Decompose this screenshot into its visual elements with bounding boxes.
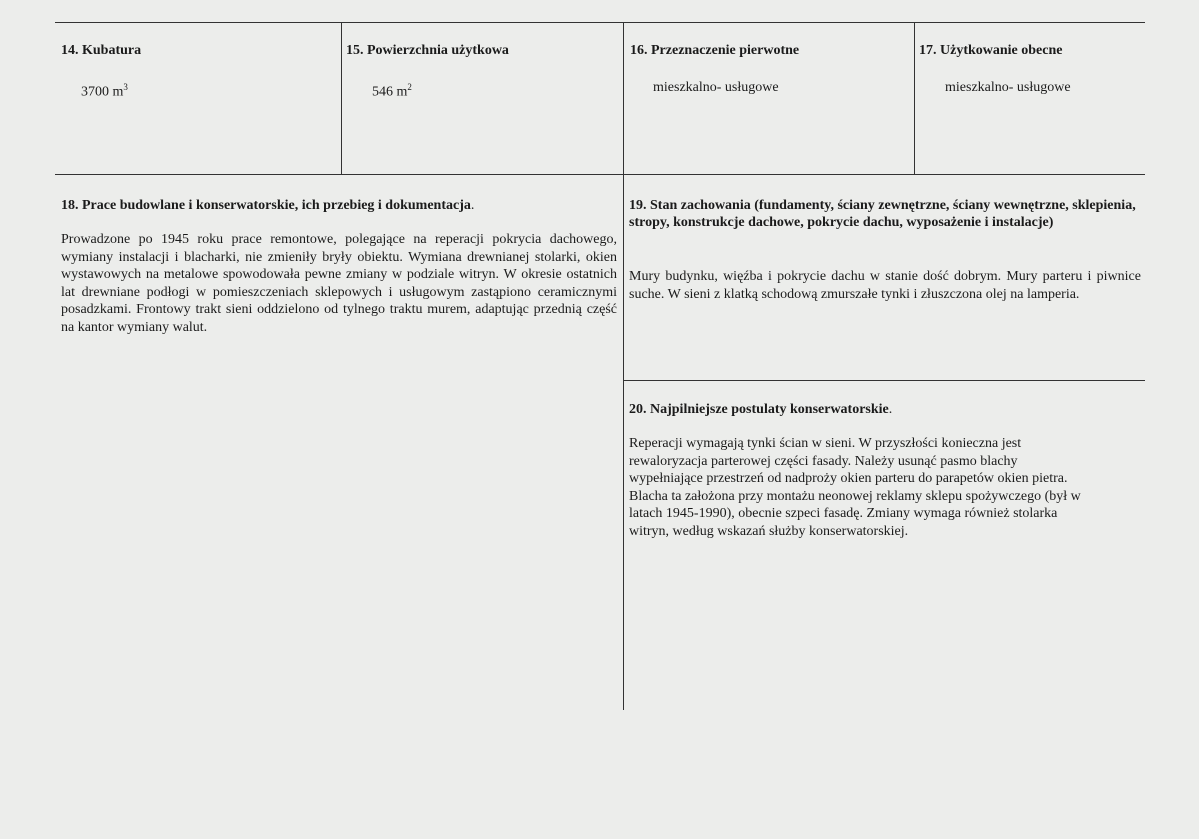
prace-label-text: 18. Prace budowlane i konserwatorskie, ich przebieg i dokumentacja (61, 198, 471, 213)
postulaty-line: witryn, według wskazań służby konserwatorskiej. (629, 523, 909, 539)
prace-text: Prowadzone po 1945 roku prace remontowe, polegające na reperacji pokrycia dachowego, wymiany instalacji i blacharki, nie zmieniły bryły obiektu. Wymiana drewnianej stolarki, okien wystawowych na metalowe spowodowała pewne zmiany w podziale witryn. W okresie ostatnich lat drewniane podłogi w pomieszczeniach sklepowych i usługowym zastąpiono ceramicznymi posadzkami. Frontowy trakt sieni oddzielono od tylnego traktu murem, adaptując przednią część na kantor wymiany walut. (61, 232, 617, 335)
powierzchnia-unit-sup: 2 (407, 82, 412, 92)
postulaty-line: latach 1945-1990), obecnie szpeci fasadę. Zmiany wymaga również stolarka (629, 506, 1058, 521)
uzytkowanie-label: 17. Użytkowanie obecne (919, 43, 1063, 58)
postulaty-label-text: 20. Najpilniejsze postulaty konserwatorskie (629, 402, 889, 417)
stan-text: Mury budynku, więźba i pokrycie dachu w stanie dość dobrym. Mury parteru i piwnice suche. W sieni z klatką schodową zmurszałe tynki i złuszczona olej na lamperia. (629, 269, 1141, 302)
postulaty-line: Blacha ta założona przy montażu neonowej reklamy sklepu spożywczego (był w (629, 488, 1081, 504)
powierzchnia-value (372, 79, 412, 101)
top-rule (55, 22, 1145, 23)
kubatura-label: 14. Kubatura (61, 43, 142, 58)
col-divider-2 (623, 22, 624, 710)
prace-label (61, 197, 621, 214)
postulaty-text (629, 435, 1143, 540)
powierzchnia-label: 15. Powierzchnia użytkowa (346, 43, 509, 58)
przeznaczenie-value: mieszkalno- usługowe (653, 80, 779, 95)
postulaty-line: rewaloryzacja parterowej części fasady. Należy usunąć pasmo blachy (629, 453, 1018, 469)
col-divider-3 (914, 22, 915, 174)
postulaty-label (629, 401, 1141, 418)
uzytkowanie-value: mieszkalno- usługowe (945, 80, 1071, 95)
przeznaczenie-label: 16. Przeznaczenie pierwotne (630, 43, 800, 58)
kubatura-value (81, 79, 128, 101)
powierzchnia-value-text: 546 m (372, 84, 408, 100)
postulaty-line: wypełniające przestrzeń od nadproży okien parteru do parapetów okien pietra. (629, 471, 1068, 486)
postulaty-line: Reperacji wymagają tynki ścian w sieni. W przyszłości konieczna jest (629, 436, 1022, 451)
kubatura-unit-sup: 3 (123, 82, 128, 92)
postulaty-label-period: . (888, 402, 893, 417)
section-divider (624, 380, 1145, 381)
kubatura-value-text: 3700 m (81, 84, 124, 100)
row-divider (55, 174, 1145, 175)
stan-label: 19. Stan zachowania (fundamenty, ściany zewnętrzne, ściany wewnętrzne, sklepienia, stropy, konstrukcje dachowe, pokrycie dachu, wyposażenie i instalacje) (629, 198, 1136, 230)
col-divider-1 (341, 22, 342, 174)
prace-label-period: . (470, 198, 475, 213)
